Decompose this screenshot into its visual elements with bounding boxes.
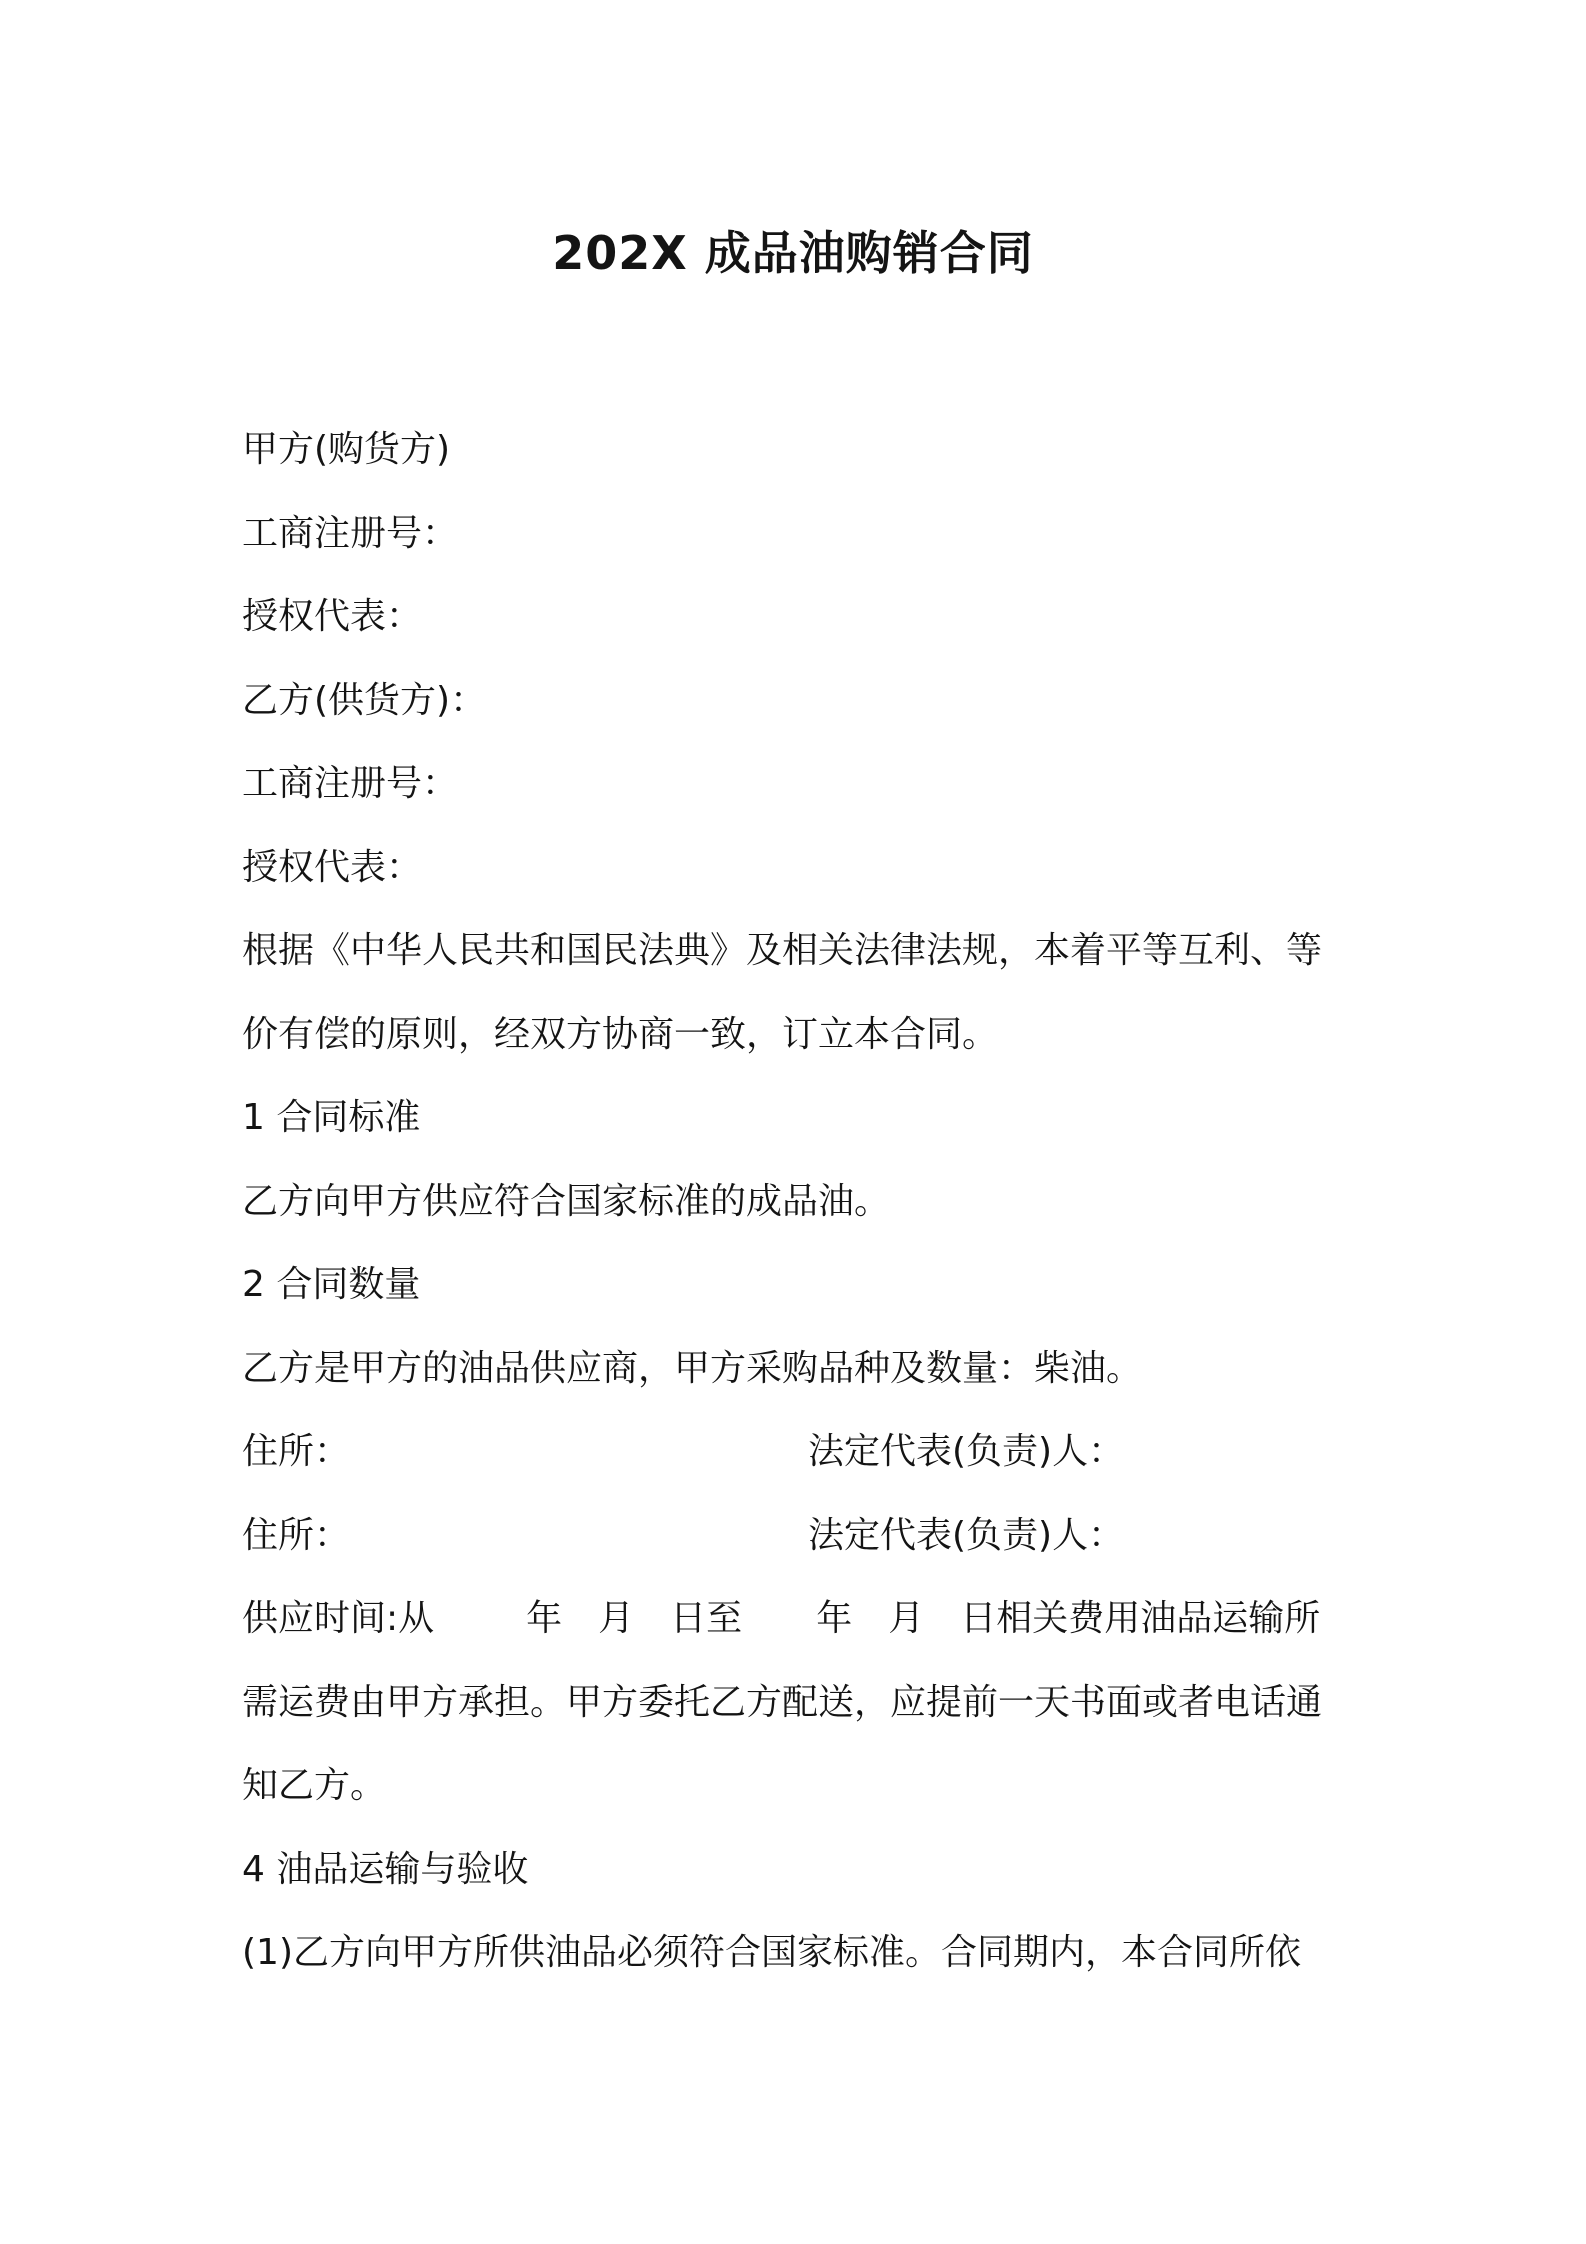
- supply-time-prefix: 供应时间:从: [242, 1598, 435, 1639]
- party-a-registration-number: 工商注册号：: [242, 512, 459, 554]
- section-1-text: 乙方向甲方供应符合国家标准的成品油。: [242, 1180, 891, 1222]
- section-2-text: 乙方是甲方的油品供应商，甲方采购品种及数量：柴油。: [242, 1347, 1143, 1389]
- contract-title: 202X 成品油购销合同: [552, 226, 1034, 280]
- preamble-line-2: 价有偿的原则，经双方协商一致，订立本合同。: [242, 1013, 999, 1055]
- freight-line-1: 需运费由甲方承担。甲方委托乙方配送，应提前一天书面或者电话通: [242, 1681, 1323, 1723]
- section-1-heading: 1 合同标准: [242, 1097, 421, 1138]
- supply-time-year-2: 年: [816, 1598, 853, 1639]
- address-2-label: 住所：: [242, 1514, 351, 1556]
- legal-rep-1-label: 法定代表(负责)人：: [808, 1431, 1125, 1472]
- legal-rep-2-label: 法定代表(负责)人：: [808, 1514, 1125, 1556]
- supply-time-line: [242, 1577, 1362, 1661]
- party-b-label: 乙方(供货方)：: [242, 679, 487, 721]
- address-line-1: [242, 1410, 1362, 1494]
- section-4-heading: 4 油品运输与验收: [242, 1848, 529, 1890]
- address-line-2: [242, 1494, 1362, 1578]
- supply-time-month-1: 月: [598, 1598, 635, 1639]
- party-a-label: 甲方(购货方): [242, 429, 451, 470]
- supply-time-month-2: 月: [888, 1598, 925, 1639]
- section-2-heading: 2 合同数量: [242, 1264, 421, 1305]
- contract-body: [242, 408, 1362, 1995]
- section-4-item-1: (1)乙方向甲方所供油品必须符合国家标准。合同期内，本合同所依: [242, 1932, 1301, 1973]
- address-1-label: 住所：: [242, 1431, 351, 1472]
- preamble-line-1: 根据《中华人民共和国民法典》及相关法律法规，本着平等互利、等: [242, 930, 1323, 971]
- supply-time-suffix: 日相关费用油品运输所: [960, 1598, 1321, 1639]
- freight-line-2: 知乙方。: [242, 1765, 387, 1806]
- supply-time-year-1: 年: [526, 1598, 563, 1639]
- party-b-authorized-rep: 授权代表：: [242, 846, 423, 888]
- supply-time-day-to: 日至: [670, 1598, 743, 1639]
- party-b-registration-number: 工商注册号：: [242, 763, 459, 804]
- party-a-authorized-rep: 授权代表：: [242, 596, 423, 637]
